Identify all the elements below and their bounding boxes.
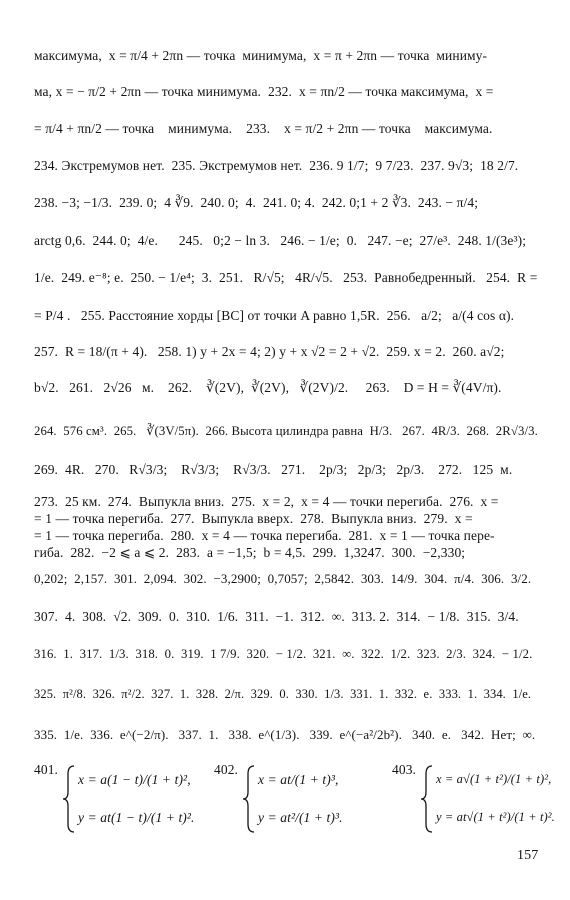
- answer-line: максимума, x = π/4 + 2πn — точка минимума, x = π + 2πn — точка миниму-: [34, 48, 488, 63]
- y-equation: y = at²/(1 + t)³.: [258, 810, 343, 825]
- answer-number: 402.: [214, 762, 239, 777]
- page-number: 157: [517, 848, 539, 863]
- answer-line: гиба. 282. −2 ⩽ a ⩽ 2. 283. a = −1,5; b = 4,5. 299. 1,3247. 300. −2,330;: [34, 545, 466, 560]
- left-brace-icon: [420, 764, 434, 834]
- x-equation: x = a(1 − t)/(1 + t)²,: [78, 772, 191, 787]
- answer-line: 307. 4. 308. √2. 309. 0. 310. 1/6. 311. −1. 312. ∞. 313. 2. 314. − 1/8. 315. 3/4.: [34, 609, 519, 624]
- answer-line: 0,202; 2,157. 301. 2,094. 302. −3,2900; 0,7057; 2,5842. 303. 14/9. 304. π/4. 306. 3/2.: [34, 571, 532, 586]
- answer-line: arctg 0,6. 244. 0; 4/e. 245. 0;2 − ln 3. 246. − 1/e; 0. 247. −e; 27/e³. 248. 1/(3e³);: [34, 233, 527, 248]
- answer-line: = P/4 . 255. Расстояние хорды [BC] от точки A равно 1,5R. 256. a/2; a/(4 cos α).: [34, 308, 515, 323]
- y-equation: y = at√(1 + t²)/(1 + t)².: [436, 810, 555, 824]
- answer-line: 1/e. 249. e⁻⁸; e. 250. − 1/e⁴; 3. 251. R/√5; 4R/√5. 253. Равнобедренный. 254. R =: [34, 270, 538, 285]
- answer-line: 234. Экстремумов нет. 235. Экстремумов нет. 236. 9 1/7; 9 7/23. 237. 9√3; 18 2/7.: [34, 158, 519, 173]
- answer-line: 269. 4R. 270. R√3/3; R√3/3; R√3/3. 271. 2p/3; 2p/3; 2p/3. 272. 125 м.: [34, 462, 513, 477]
- x-equation: x = a√(1 + t²)/(1 + t)²,: [436, 772, 552, 786]
- y-equation: y = at(1 − t)/(1 + t)².: [78, 810, 195, 825]
- x-equation: x = at/(1 + t)³,: [258, 772, 339, 787]
- answer-line: 264. 576 см³. 265. ∛(3V/5π). 266. Высота цилиндра равна H/3. 267. 4R/3. 268. 2R√3/3.: [34, 424, 538, 438]
- answer-line: ма, x = − π/2 + 2πn — точка минимума. 232. x = πn/2 — точка максимума, x =: [34, 84, 494, 99]
- answer-line: 273. 25 км. 274. Выпукла вниз. 275. x = 2, x = 4 — точки перегиба. 276. x =: [34, 494, 499, 509]
- answer-line: 316. 1. 317. 1/3. 318. 0. 319. 1 7/9. 320. − 1/2. 321. ∞. 322. 1/2. 323. 2/3. 324. − 1/2.: [34, 647, 533, 661]
- left-brace-icon: [62, 764, 76, 834]
- answer-line: = π/4 + πn/2 — точка минимума. 233. x = π/2 + 2πn — точка максимума.: [34, 121, 493, 136]
- answer-line: 257. R = 18/(π + 4). 258. 1) y + 2x = 4; 2) y + x √2 = 2 + √2. 259. x = 2. 260. a√2;: [34, 344, 505, 359]
- answer-line: 238. −3; −1/3. 239. 0; 4 ∛9. 240. 0; 4. 241. 0; 4. 242. 0;1 + 2 ∛3. 243. − π/4;: [34, 195, 479, 210]
- left-brace-icon: [242, 764, 256, 834]
- answer-line: = 1 — точка перегиба. 277. Выпукла вверх. 278. Выпукла вниз. 279. x =: [34, 511, 473, 526]
- system-403: [392, 762, 570, 836]
- system-401: [34, 762, 210, 836]
- answer-line: = 1 — точка перегиба. 280. x = 4 — точка перегиба. 281. x = 1 — точка пере-: [34, 528, 495, 543]
- answer-line: 325. π²/8. 326. π²/2. 327. 1. 328. 2/π. 329. 0. 330. 1/3. 331. 1. 332. e. 333. 1. 334. 1/e.: [34, 687, 532, 701]
- answer-number: 401.: [34, 762, 59, 777]
- system-402: [214, 762, 390, 836]
- answer-line: 335. 1/e. 336. e^(−2/π). 337. 1. 338. e^(1/3). 339. e^(−a²/2b²). 340. e. 342. Нет; ∞.: [34, 727, 536, 742]
- answer-number: 403.: [392, 762, 417, 777]
- answer-line: b√2. 261. 2√26 м. 262. ∛(2V), ∛(2V), ∛(2V)/2. 263. D = H = ∛(4V/π).: [34, 380, 502, 395]
